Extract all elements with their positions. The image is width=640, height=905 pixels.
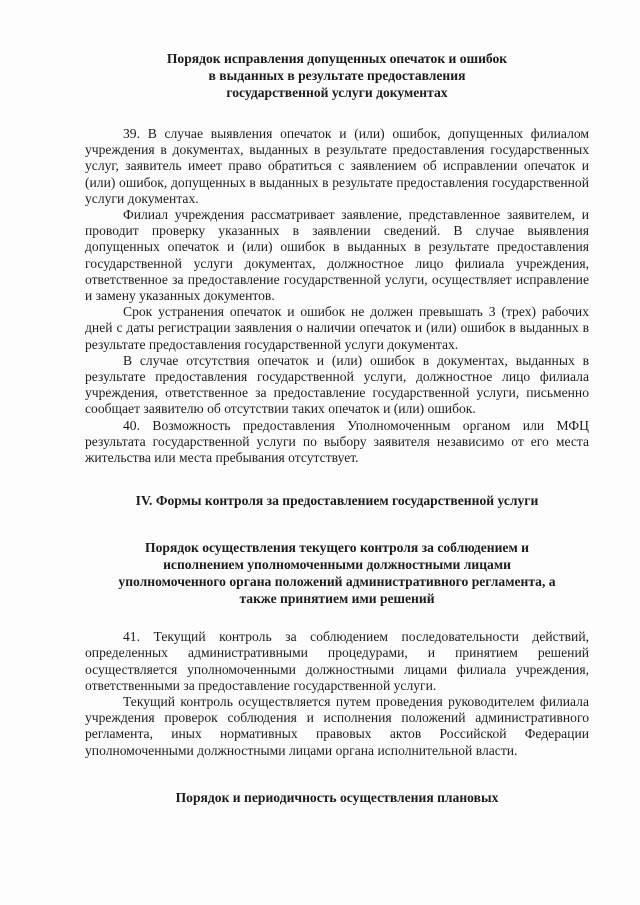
paragraph-40: 40. Возможность предоставления Уполномоченным органом или МФЦ результата государственной услуги по выбору заявителя независимо от его места жительства или места пребывания отсутствует.	[85, 417, 589, 466]
paragraph-39-1: 39. В случае выявления опечаток и (или) ошибок, допущенных филиалом учреждения в документах, выданных в результате предоставления государственных услуг, заявитель имеет право обратиться с заявлением об исправлении опечаток и (или) ошибок, допущенных в выданных в результате предоставления государственной услуги документах.	[85, 126, 589, 206]
section-title-correction-line3: государственной услуги документах	[226, 85, 448, 100]
section-title-correction-line2: в выданных в результате предоставления	[208, 68, 466, 83]
subsection-title-line1: Порядок осуществления текущего контроля за соблюдением и	[145, 540, 529, 556]
next-section-title: Порядок и периодичность осуществления плановых	[175, 789, 499, 805]
document-content	[85, 50, 589, 806]
paragraph-39-3: Срок устранения опечаток и ошибок не должен превышать 3 (трех) рабочих дней с даты регистрации заявления о наличии опечаток и (или) ошибок в выданных в результате предоставления государственной услуги документах.	[85, 304, 589, 352]
subsection-title-line4: также принятием ими решений	[239, 591, 435, 607]
section-title-correction-line1: Порядок исправления допущенных опечаток и ошибок	[166, 51, 508, 66]
paragraph-41-1: 41. Текущий контроль за соблюдением последовательности действий, определенных административными процедурами, и принятием решений осуществляется уполномоченными должностными лицами филиала учреждения, ответственными за предоставление государственной услуги.	[85, 629, 589, 693]
paragraph-41-2: Текущий контроль осуществляется путем проведения руководителем филиала учреждения проверок соблюдения и исполнения положений административного регламента, иных нормативных правовых актов Российской Федерации уполномоченными должностными лицами органа исполнительной власти.	[85, 694, 589, 758]
subsection-title-line3: уполномоченного органа положений административного регламента, а	[118, 574, 556, 590]
subsection-title-line2: исполнением уполномоченными должностными лицами	[163, 557, 511, 573]
paragraph-39-4: В случае отсутствия опечаток и (или) ошибок в документах, выданных в результате предоставления государственной услуги, должностное лицо филиала учреждения, ответственное за предоставление государственной услуги, письменно сообщает заявителю об отсутствии таких опечаток и (или) ошибок.	[85, 352, 589, 417]
section-iv-title: IV. Формы контроля за предоставлением государственной услуги	[135, 493, 539, 509]
paragraph-39-2: Филиал учреждения рассматривает заявление, представленное заявителем, и проводит проверку указанных в заявлении сведений. В случае выявления допущенных опечаток и (или) ошибок в выданных в результате предоставления государственной услуги документах, должностное лицо филиала учреждения, ответственное за предоставление государственной услуги, осуществляет исправление и замену указанных документов.	[85, 207, 589, 304]
